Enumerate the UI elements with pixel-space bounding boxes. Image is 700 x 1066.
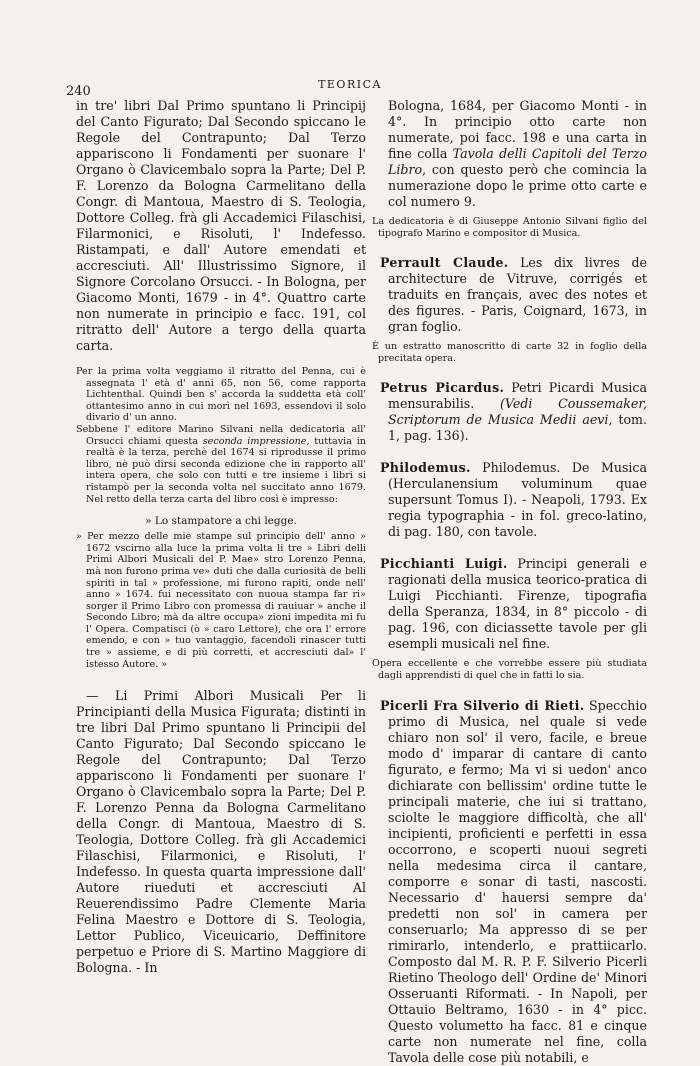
printer-quote-text: » Per mezzo delle mie stampe sul principio dell' anno » 1672 vscirno alla luce la prima volta li tre » Libri delli Primi Albori Musicali del P. Mae» stro Lorenzo Penna, mà non furono prima ve» duti che dalla curiosità de belli spiriti in tal » professione, mi furono rapiti, onde nell' anno » 1674. fui necessitato con nuoua stampa far ri» sorger il Primo Libro con promessa di rauiuar » anche il Secondo Libro; mà da altre occupa» zioni impedita mi fu l' Opera. Compatisci (ò » caro Lettore), che ora l' errore emendo, e con » tuo vantaggio, facendoli rinascer tutti tre » assieme, e di più corretti, et accresciuti dal» l' istesso Autore. » <box>76 531 366 670</box>
entry-continuation-right <box>372 98 647 210</box>
running-head: TEORICA <box>318 78 382 91</box>
entry-petrus-text <box>372 380 647 444</box>
note-portrait: Per la prima volta veggiamo il ritratto del Penna, cui è assegnata l' età d' anni 65, non 56, come rapporta Lichtenthal. Quindi ben s' accorda la suddetta età coll' ottantesimo anno in cui morì nel 1693, essendovi il solo divario d' un anno. <box>76 366 366 424</box>
cont-after: , con questo però che comincia la numerazione dopo le prime otto carte e col numero 9. <box>388 162 647 209</box>
note-dedicatoria-block <box>372 216 647 239</box>
entry-picerli <box>372 698 647 1066</box>
entry-philodemus-head: Philodemus. <box>380 460 471 476</box>
printer-quote-heading: » Lo stampatore a chi legge. <box>145 515 297 528</box>
left-column <box>76 98 366 976</box>
printer-quote <box>76 515 366 670</box>
entry-picchianti-body: Principi generali e ragionati della musica teorico-pratica di Luigi Picchianti. Firenze, tipografia della Speranza, 1834, in 8° piccolo - di pag. 196, con diciassette tavole per gli esempli musicali nel fine. <box>388 556 647 652</box>
entry-primi-albori <box>76 688 366 976</box>
note-edition-before: Sebbene l' editore Marino Silvani nella dedicatoria all' Orsucci chiami questa <box>76 423 366 447</box>
note-picchianti: Opera eccellente e che vorrebbe essere più studiata dagli apprendisti di quel che in fatti lo sia. <box>372 658 647 681</box>
note-edition-after: , tuttavia in realtà è la terza, perchè del 1674 si riprodusse il primo libro, nè può dirsi seconda edizione che in rapporto all' intera opera, che solo con tutti e tre insieme i libri si ristampò per la seconda volta nel succitato anno 1679. Nel retto della terza carta del libro così è impresso: <box>86 435 366 505</box>
cont-italic: Tavola delli Capitoli del Terzo Libro <box>388 146 647 177</box>
entry-perrault-body: Les dix livres de architecture de Vitruve, corrigés et traduits en français, avec des notes et des figures. - Paris, Coignard, 1673, in gran foglio. <box>388 255 647 335</box>
entry-philodemus-body: Philodemus. De Musica (Herculanensium voluminum quae supersunt Tomus I). - Neapoli, 1793. Ex regia typographia - in fol. greco-latino, di pag. 180, con tavole. <box>388 460 647 540</box>
entry-picerli-body: Specchio primo di Musica, nel quale si vede chiaro non sol' il vero, facile, e breue modo d' imparar di cantare di canto figurato, e fermo; Ma vi si uedon' anco dichiarate con bellissim' ordine tutte le principali materie, che iui si trattano, sciolte le maggiore difficoltà, che all' incipienti, proficienti e perfetti in essa occorrono, e scoperti nuoui segreti nella medesima circa il cantare, comporre e sonar di tasti, nascosti. Necessario d' hauersi sempre da' predetti non sol' in camera per conseruarlo; Ma appresso di se per rimirarlo, intenderlo, e prattiicarlo. Composto dal M. R. P. F. Silverio Picerli Rietino Theologo dell' Ordine de' Minori Osseruanti Riformati. - In Napoli, per Ottauio Beltramo, 1630 - in 4° picc. Questo volumetto ha facc. 81 e cinque carte non numerate nel fine, colla Tavola delle cose più notabili, e <box>388 697 647 1065</box>
entry-picchianti <box>372 556 647 681</box>
entry-petrus-head: Petrus Picardus. <box>380 380 505 396</box>
cont-before: Bologna, 1684, per Giacomo Monti - in 4°. In principio otto carte non numerate, poi facc. 198 e una carta in fine colla <box>388 98 647 161</box>
note-picchianti-block <box>372 658 647 681</box>
note-perrault-block <box>372 341 647 364</box>
note-dedicatoria: La dedicatoria è di Giuseppe Antonio Silvani figlio del tipografo Marino e compositor di Musica. <box>372 216 647 239</box>
entry-petrus-body: Petri Picardi Musica mensurabilis. <box>388 380 647 412</box>
note-edition-italic: seconda impressione <box>202 435 307 447</box>
entry-perrault-head: Perrault Claude. <box>380 255 509 271</box>
entry-picchianti-head: Picchianti Luigi. <box>380 556 508 572</box>
entry-picchianti-text <box>372 556 647 652</box>
entry-continuation: in tre' libri Dal Primo spuntano li Principij del Canto Figurato; Dal Secondo spiccano le Regole del Contrapunto; Dal Terzo appariscono li Fondamenti per suonare l' Organo ò Clavicembalo sopra la Parte; Del P. F. Lorenzo da Bologna Carmelitano della Congr. di Mantoua, Maestro di S. Teologia, Dottore Colleg. frà gli Accademici Filaschisi, Filarmonici, e Risoluti, l' Indefesso. Ristampati, e dall' Autore emendati et accresciuti. All' Illustrissimo Signore, il Signore Corcolano Orsucci. - In Bologna, per Giacomo Monti, 1679 - in 4°. Quattro carte non numerate in principio e facc. 191, col ritratto dell' Autore a tergo della quarta carta. <box>76 98 366 353</box>
right-column <box>372 98 647 1066</box>
entry-petrus <box>372 380 647 444</box>
entry-primi-albori-text: — Li Primi Albori Musicali Per li Principianti della Musica Figurata; distinti in tre libri Dal Primo spuntano li Principii del Canto Figurato; Dal Secondo spiccano le Regole del Contrapunto; Dal Terzo appariscono li Fondamenti per suonare l' Organo ò Clavicembalo sopra la Parte; Del P. F. Lorenzo Penna da Bologna Carmelitano della Congr. di Mantoua, Maestro di S. Teologia, Dottore Colleg. frà gli Accademici Filaschisi, Filarmonici, e Risoluti, l' Indefesso. In questa quarta impressione dall' Autore riueduti et accresciuti Al Reuerendissimo Padre Clemente Maria Felina Maestro e Dottore di S. Teologia, Lettor Publico, Viceuicario, Deffinitore perpetuo e Priore di S. Martino Maggiore di Bologna. - In <box>76 688 366 976</box>
entry-picerli-text <box>372 698 647 1066</box>
entry-petrus-after: , tom. 1, pag. 136). <box>388 412 647 444</box>
entry-petrus-italic: (Vedi Coussemaker, Scriptorum de Musica Medii aevi <box>388 396 647 428</box>
entry-perrault <box>372 255 647 364</box>
entry-picerli-head: Picerli Fra Silverio di Rieti. <box>380 697 585 713</box>
footnote-block <box>76 366 366 505</box>
entry-philodemus-text <box>372 460 647 540</box>
note-edition <box>76 424 366 505</box>
entry-philodemus <box>372 460 647 540</box>
entry-perrault-text <box>372 255 647 335</box>
page-number: 240 <box>66 84 91 99</box>
note-perrault: È un estratto manoscritto di carte 32 in foglio della precitata opera. <box>372 341 647 364</box>
